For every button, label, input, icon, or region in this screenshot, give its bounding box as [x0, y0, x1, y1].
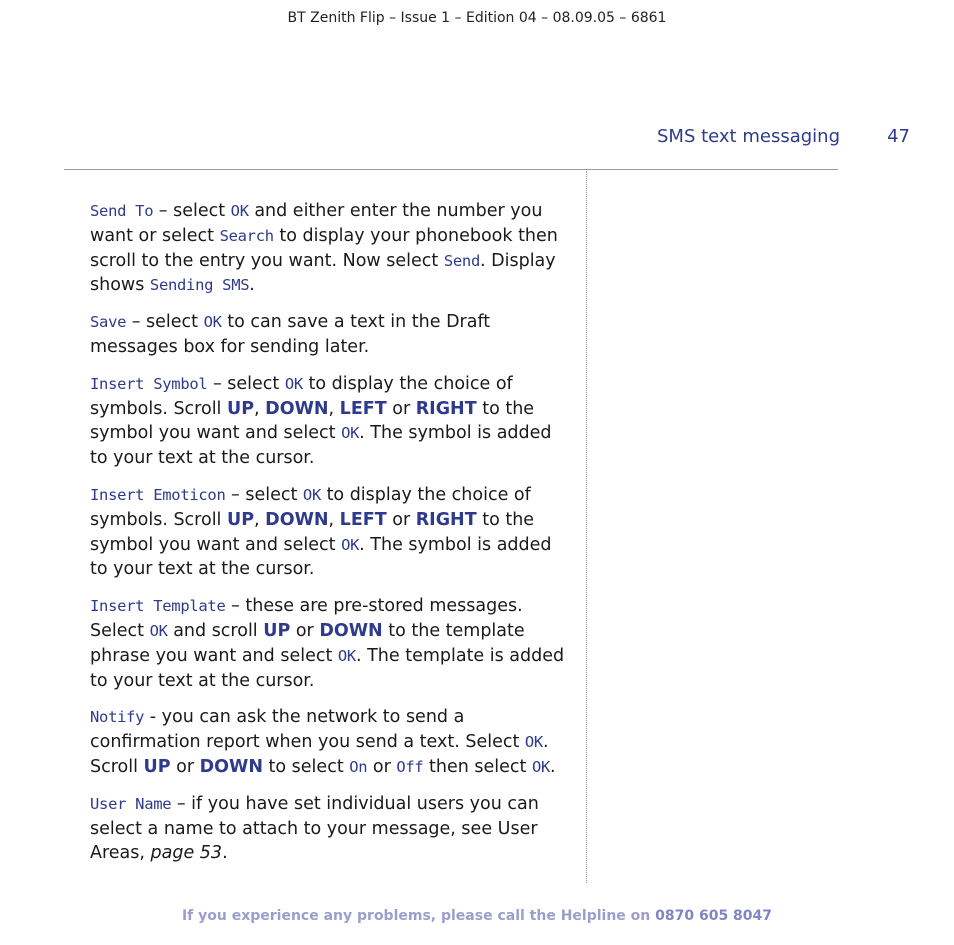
body-text: – select: [126, 312, 204, 333]
body-text: or: [386, 509, 416, 530]
display-text: Insert Template: [90, 597, 226, 616]
body-text: – if you have set individual users you can select a name to attach to your message, see User Areas,: [90, 793, 539, 864]
display-text: Send To: [90, 202, 154, 220]
display-text: OK: [284, 374, 303, 393]
body-text: and either enter the number you want or select: [90, 201, 543, 246]
body-text: – select: [225, 484, 303, 505]
key-name: DOWN: [319, 620, 383, 641]
body-text: ,: [254, 398, 266, 419]
body-text: - you can ask the network to send a confirmation report when you send a text. Select: [90, 707, 525, 753]
key-name: UP: [263, 620, 291, 641]
display-text: Save: [90, 313, 127, 332]
paragraph-insert-emoticon: [90, 483, 572, 582]
display-text: OK: [337, 646, 356, 665]
print-info-header: BT Zenith Flip – Issue 1 – Edition 04 – 08.09.05 – 6861: [287, 10, 667, 26]
display-text: OK: [531, 757, 551, 776]
body-text: or: [367, 756, 397, 777]
key-name: LEFT: [339, 398, 387, 419]
key-name: UP: [143, 756, 171, 777]
key-name: RIGHT: [415, 509, 477, 530]
key-name: RIGHT: [415, 398, 477, 419]
footer-text: If you experience any problems, please call the Helpline on: [181, 908, 656, 924]
body-text: – select: [153, 201, 231, 221]
display-text: OK: [302, 485, 321, 504]
display-text: Insert Emoticon: [90, 485, 226, 504]
body-text: – these are pre-stored messages. Select: [90, 596, 523, 641]
body-text: .: [550, 756, 556, 777]
body-text: to the symbol you want and select: [90, 398, 535, 444]
paragraph-insert-symbol: [90, 372, 572, 471]
key-name: DOWN: [265, 398, 329, 419]
body-text: .: [222, 843, 228, 864]
display-text: OK: [149, 621, 168, 640]
body-text: then select: [423, 756, 532, 777]
body-text: ,: [328, 398, 340, 419]
display-text: Insert Symbol: [90, 374, 208, 393]
display-text: OK: [341, 535, 360, 554]
body-text: to display your phonebook then scroll to the entry you want. Now select: [90, 225, 558, 271]
display-text: OK: [524, 733, 543, 752]
paragraph-save: [90, 310, 572, 360]
key-name: DOWN: [265, 509, 329, 530]
display-text: On: [349, 757, 368, 776]
body-text: to select: [262, 756, 350, 777]
body-text: .: [249, 275, 255, 296]
main-text-column: [90, 199, 572, 878]
page-number: 47: [887, 126, 910, 147]
display-text: Sending SMS: [149, 276, 250, 295]
page-reference: page 53: [150, 843, 223, 864]
display-text: Off: [396, 757, 424, 776]
body-text: to can save a text in the Draft messages box for sending later.: [90, 312, 491, 357]
display-text: Search: [219, 226, 274, 245]
display-text: OK: [230, 202, 249, 220]
body-text: – select: [207, 373, 285, 394]
paragraph-notify: [90, 705, 572, 779]
body-text: . Display shows: [90, 250, 556, 296]
display-text: OK: [203, 313, 222, 332]
header-divider: [64, 169, 838, 170]
paragraph-insert-template: [90, 594, 572, 693]
body-text: . Scroll: [90, 732, 549, 777]
display-text: Send: [443, 251, 480, 270]
display-text: User Name: [90, 794, 172, 813]
body-text: ,: [328, 509, 340, 530]
body-text: or: [386, 398, 416, 419]
key-name: LEFT: [339, 509, 387, 530]
column-divider: [586, 171, 587, 883]
helpline-footer: [0, 908, 954, 924]
body-text: ,: [254, 509, 266, 530]
body-text: to the symbol you want and select: [90, 509, 535, 555]
body-text: to display the choice of symbols. Scroll: [90, 373, 513, 419]
body-text: to the template phrase you want and select: [90, 620, 525, 666]
display-text: Notify: [90, 708, 145, 727]
key-name: DOWN: [199, 756, 263, 777]
key-name: UP: [226, 509, 255, 530]
body-text: to display the choice of symbols. Scroll: [90, 484, 531, 530]
body-text: or: [290, 620, 320, 641]
helpline-phone-number: 0870 605 8047: [655, 908, 773, 924]
section-title: SMS text messaging: [656, 126, 840, 147]
display-text: OK: [341, 424, 360, 443]
paragraph-send-to: [90, 199, 572, 298]
key-name: UP: [226, 398, 255, 419]
body-text: . The symbol is added to your text at the cursor.: [90, 423, 552, 469]
body-text: . The template is added to your text at the cursor.: [90, 645, 565, 691]
body-text: or: [170, 756, 200, 777]
body-text: . The symbol is added to your text at the cursor.: [90, 534, 552, 580]
body-text: and scroll: [167, 620, 264, 641]
paragraph-user-name: [90, 792, 572, 866]
